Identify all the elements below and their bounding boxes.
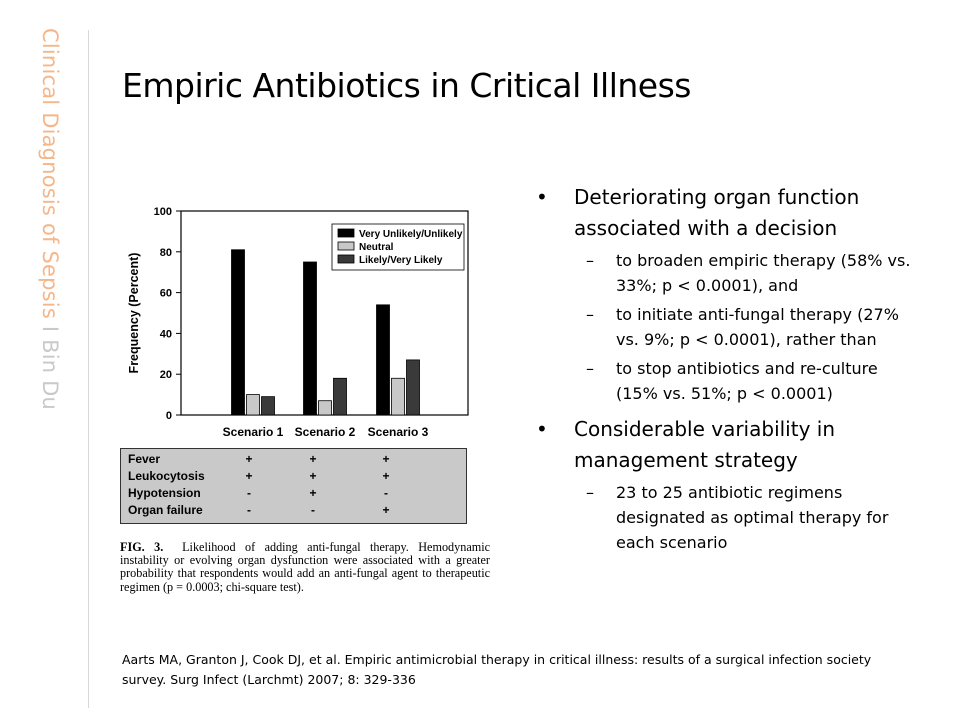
legend-swatch — [338, 242, 354, 250]
bar-3-scenario-2 — [334, 378, 347, 415]
legend-label: Very Unlikely/Unlikely — [359, 229, 463, 240]
y-tick-label: 20 — [159, 369, 172, 382]
bar-2-scenario-3 — [392, 378, 405, 415]
bar-1-scenario-2 — [304, 262, 317, 415]
condition-row — [121, 486, 466, 502]
condition-label: Fever — [128, 452, 161, 466]
dash-icon: – — [586, 483, 594, 502]
slide-title: Empiric Antibiotics in Critical Illness — [122, 66, 691, 105]
bullet-list — [536, 182, 916, 555]
sub-bullet-item — [536, 302, 916, 352]
condition-row — [121, 469, 466, 485]
legend-label: Neutral — [359, 242, 394, 253]
condition-row — [121, 503, 466, 519]
bullet-dot-icon: • — [536, 417, 548, 441]
y-tick-label: 0 — [165, 410, 172, 422]
bullet-item — [536, 182, 916, 244]
condition-value: - — [311, 503, 315, 517]
x-tick-label: Scenario 1 — [222, 425, 284, 439]
y-tick-label: 100 — [153, 206, 172, 218]
side-label-topic: Clinical Diagnosis of Sepsis — [38, 28, 62, 319]
condition-value: + — [382, 503, 390, 517]
bullet-dot-icon: • — [536, 185, 548, 209]
legend-swatch — [338, 255, 354, 263]
dash-icon: – — [586, 359, 594, 378]
bar-1-scenario-1 — [232, 250, 245, 415]
y-tick-label: 80 — [159, 246, 172, 259]
condition-value: - — [247, 503, 251, 517]
bar-2-scenario-1 — [247, 395, 260, 415]
legend-swatch — [338, 229, 354, 237]
condition-value: - — [384, 486, 388, 500]
condition-value: + — [382, 469, 390, 483]
condition-value: + — [245, 452, 253, 466]
condition-value: - — [247, 486, 251, 500]
sub-bullet-text: to initiate anti-fungal therapy (27% vs. 9%; p < 0.0001), rather than — [616, 305, 899, 349]
bullet-text: Deteriorating organ function associated with a decision — [574, 185, 860, 240]
condition-label: Hypotension — [128, 486, 201, 500]
dash-icon: – — [586, 251, 594, 270]
vertical-divider — [88, 30, 89, 708]
condition-value: + — [309, 469, 317, 483]
citation: Aarts MA, Granton J, Cook DJ, et al. Empiric antimicrobial therapy in critical illness: results of a surgical infection society survey. Surg Infect (Larchmt) 2007; 8: 329-336 — [122, 652, 872, 687]
slide-side-label — [38, 28, 62, 411]
caption-text: Likelihood of adding anti-fungal therapy. Hemodynamic instability or evolving organ dysfunction were associated with a greater probability that respondents would add an anti-fungal agent to therapeutic regimen (p = 0.0003; chi-square test). — [120, 540, 491, 594]
x-tick-label: Scenario 3 — [367, 425, 429, 439]
sub-bullet-text: to broaden empiric therapy (58% vs. 33%; p < 0.0001), and — [616, 251, 911, 295]
y-tick-label: 40 — [159, 328, 172, 341]
bar-3-scenario-1 — [262, 397, 275, 415]
bar-2-scenario-2 — [319, 401, 332, 415]
sub-bullet-text: 23 to 25 antibiotic regimens designated as optimal therapy for each scenario — [616, 483, 889, 552]
bullet-item — [536, 414, 916, 476]
bar-chart — [118, 198, 478, 443]
condition-value: + — [309, 486, 317, 500]
caption-label: FIG. 3. — [120, 540, 164, 554]
sub-bullet-item — [536, 356, 916, 406]
x-tick-label: Scenario 2 — [294, 425, 356, 439]
side-label-author: Bin Du — [38, 339, 62, 411]
condition-value: + — [382, 452, 390, 466]
y-axis-label: Frequency (Percent) — [127, 252, 141, 374]
bullet-text: Considerable variability in management strategy — [574, 417, 836, 472]
condition-table — [120, 448, 467, 524]
condition-label: Organ failure — [128, 503, 203, 517]
sub-bullet-item — [536, 480, 916, 555]
dash-icon: – — [586, 305, 594, 324]
condition-value: + — [309, 452, 317, 466]
side-label-separator: I — [38, 325, 62, 333]
bar-1-scenario-3 — [377, 305, 390, 415]
y-tick-label: 60 — [159, 287, 172, 300]
figure-caption — [120, 541, 490, 594]
condition-label: Leukocytosis — [128, 469, 205, 483]
sub-bullet-item — [536, 248, 916, 298]
condition-value: + — [245, 469, 253, 483]
bar-3-scenario-3 — [407, 360, 420, 415]
legend-label: Likely/Very Likely — [359, 255, 443, 266]
sub-bullet-text: to stop antibiotics and re-culture (15% vs. 51%; p < 0.0001) — [616, 359, 878, 403]
condition-row — [121, 452, 466, 468]
